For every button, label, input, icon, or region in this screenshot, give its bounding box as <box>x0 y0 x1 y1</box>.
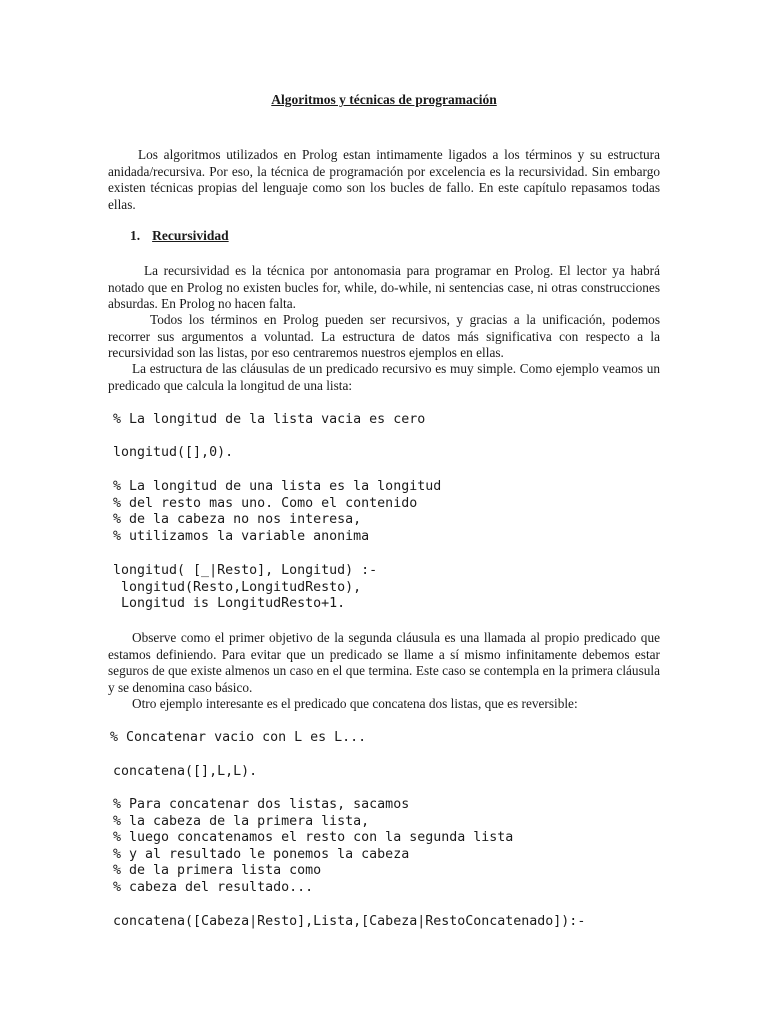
code-comment-concatena-vacio: % Concatenar vacio con L es L... <box>110 730 367 745</box>
paragraph-estructura: La estructura de las cláusulas de un predicado recursivo es muy simple. Como ejemplo veamos un predicado que calcula la longitud de una lista: <box>108 361 660 393</box>
paragraph-observe: Observe como el primer objetivo de la segunda cláusula es una llamada al propio predicado que estamos definiendo. Para evitar que un predicado se llame a sí mismo infinitamente debemos estar seguros de que existe almenos un caso en el que termina. Este caso se contempla en la primera cláusula y se denomina caso básico. <box>108 630 660 695</box>
section-heading <box>130 228 229 244</box>
page-title: Algoritmos y técnicas de programación <box>271 92 497 107</box>
paragraph-otro-ejemplo: Otro ejemplo interesante es el predicado que concatena dos listas, que es reversible: <box>132 696 578 711</box>
section-number: 1. <box>130 228 141 243</box>
intro-paragraph: Los algoritmos utilizados en Prolog estan intimamente ligados a los términos y su estructura anidada/recursiva. Por eso, la técnica de programación por excelencia es la recursividad. Sin embargo existen técnicas propias del lenguaje como son los bucles de fallo. En este capítulo repasamos todas ellas. <box>108 147 660 212</box>
code-comment-longitud-vacia: % La longitud de la lista vacia es cero <box>113 412 426 427</box>
code-comment-longitud: % La longitud de una lista es la longitud % del resto mas uno. Como el contenido % de la cabeza no nos interesa, % utilizamos la variable anonima <box>113 479 442 544</box>
code-concatena-recursive: concatena([Cabeza|Resto],Lista,[Cabeza|RestoConcatenado]):- <box>113 914 586 929</box>
section-title: Recursividad <box>152 228 229 243</box>
code-concatena-base: concatena([],L,L). <box>113 764 258 779</box>
code-comment-concatena: % Para concatenar dos listas, sacamos % la cabeza de la primera lista, % luego concatenamos el resto con la segunda lista % y al resultado le ponemos la cabeza % de la primera lista como % cabeza del resultado... <box>113 797 514 895</box>
paragraph-recursividad: La recursividad es la técnica por antonomasia para programar en Prolog. El lector ya habrá notado que en Prolog no existen bucles for, while, do-while, ni sentencias case, ni otras construcciones absurdas. En Prolog no hacen falta. <box>108 263 660 312</box>
code-longitud-base: longitud([],0). <box>113 445 234 460</box>
code-longitud-recursive: longitud( [_|Resto], Longitud) :- longitud(Resto,LongitudResto), Longitud is LongitudResto+1. <box>113 563 378 612</box>
paragraph-terminos: Todos los términos en Prolog pueden ser recursivos, y gracias a la unificación, podemos recorrer sus argumentos a voluntad. La estructura de datos más significativa con respecto a la recursividad son las listas, por eso centraremos nuestros ejemplos en ellas. <box>108 312 660 361</box>
